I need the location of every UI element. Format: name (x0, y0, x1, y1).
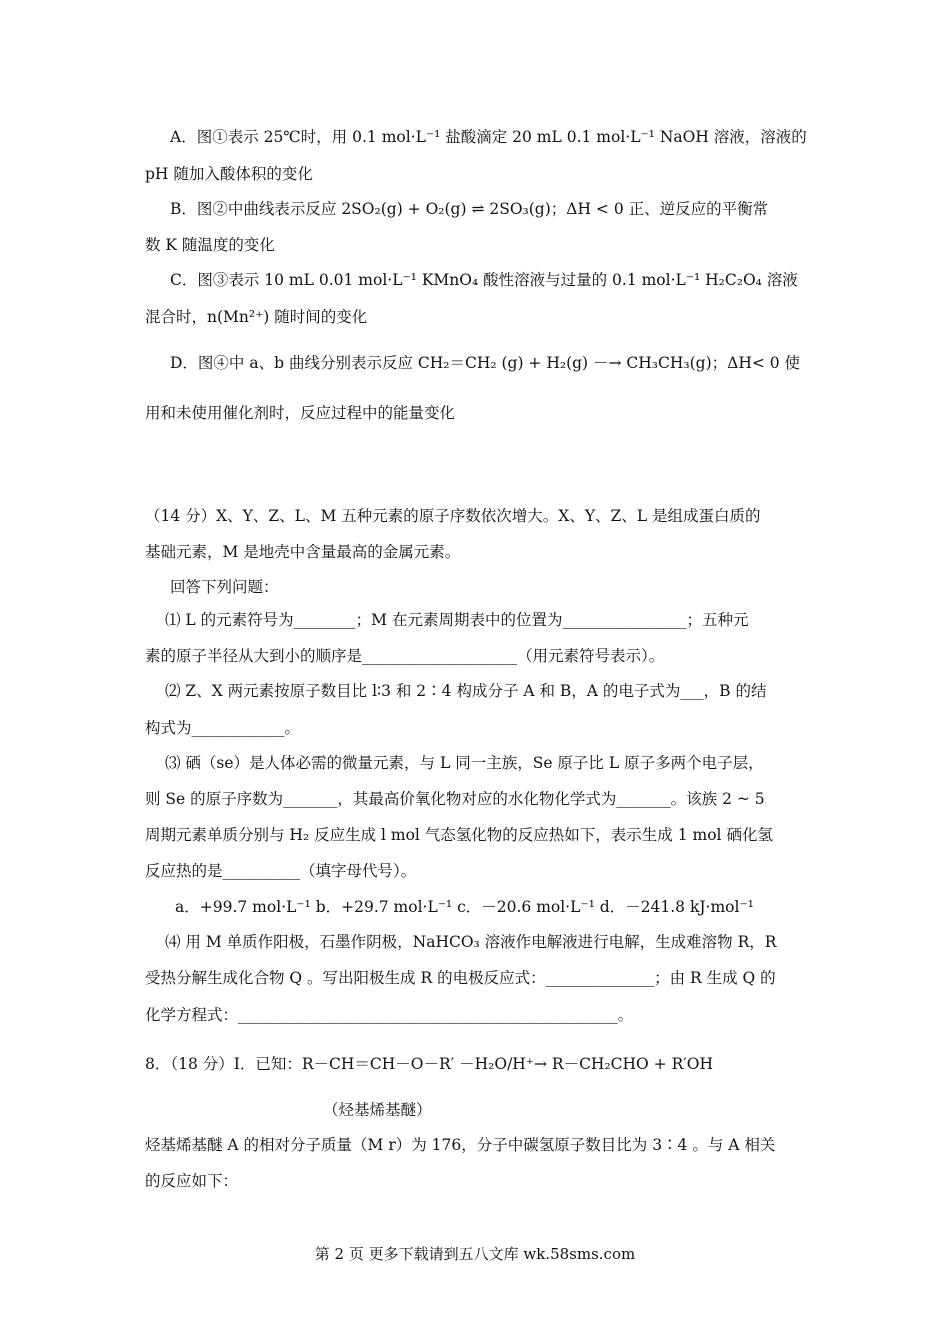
text-line: 数 K 随温度的变化 (145, 236, 275, 254)
text-line: pH 随加入酸体积的变化 (145, 165, 313, 183)
text-line: ⑵ Z、X 两元素按原子数目比 l∶3 和 2∶4 构成分子 A 和 B，A 的电子式为___，B 的结 (165, 682, 767, 700)
text-line: 的反应如下： (145, 1172, 239, 1190)
page-footer: 第 2 页 更多下载请到五八文库 wk.58sms.com (314, 1245, 636, 1263)
text-line: 回答下列问题： (170, 578, 279, 596)
text-line: 构式为____________。 (145, 719, 301, 737)
text-line: 8．（18 分）Ⅰ．已知：R－CH＝CH－O－R′ －H₂O/H⁺→ R－CH₂CHO + R′OH (145, 1055, 714, 1073)
text-line: 素的原子半径从大到小的顺序是____________________（用元素符号表示）。 (145, 647, 665, 665)
text-line: 受热分解生成化合物 Q 。写出阳极生成 R 的电极反应式：______________；由 R 生成 Q 的 (145, 969, 776, 987)
text-line: ⑶ 硒（se）是人体必需的微量元素，与 L 同一主族，Se 原子比 L 原子多两个电子层， (165, 754, 764, 772)
text-line: （烃基烯基醚） (323, 1101, 432, 1119)
text-line: ⑴ L 的元素符号为________；M 在元素周期表中的位置为________________；五种元 (165, 611, 749, 629)
text-line: 用和未使用催化剂时，反应过程中的能量变化 (145, 404, 456, 422)
text-line: 基础元素，M 是地壳中含量最高的金属元素。 (145, 543, 461, 561)
text-line: 则 Se 的原子序数为_______，其最高价氧化物对应的水化物化学式为_______。该族 2 ~ 5 (145, 790, 765, 808)
text-line: 周期元素单质分别与 H₂ 反应生成 l mol 气态氢化物的反应热如下，表示生成 1 mol 硒化氢 (145, 826, 773, 844)
text-line: D．图④中 a、b 曲线分别表示反应 CH₂＝CH₂ (g) + H₂(g) －→ CH₃CH₃(g)；ΔH< 0 使 (170, 354, 801, 372)
text-line: 化学方程式：_________________________________________________。 (145, 1006, 634, 1024)
text-line: ⑷ 用 M 单质作阳极，石墨作阴极，NaHCO₃ 溶液作电解液进行电解，生成难溶物 R，R (165, 933, 777, 951)
text-line: 反应热的是__________（填字母代号）。 (145, 862, 417, 880)
text-line: A．图①表示 25℃时，用 0.1 mol·L⁻¹ 盐酸滴定 20 mL 0.1 mol·L⁻¹ NaOH 溶液，溶液的 (170, 128, 807, 146)
text-line: 混合时，n(Mn²⁺) 随时间的变化 (145, 308, 368, 326)
text-line: B．图②中曲线表示反应 2SO₂(g) + O₂(g) ⇌ 2SO₃(g)；ΔH < 0 正、逆反应的平衡常 (170, 200, 769, 218)
text-line: a．+99.7 mol·L⁻¹ b．+29.7 mol·L⁻¹ c．－20.6 mol·L⁻¹ d．－241.8 kJ·mol⁻¹ (175, 898, 754, 916)
text-line: C．图③表示 10 mL 0.01 mol·L⁻¹ KMnO₄ 酸性溶液与过量的 0.1 mol·L⁻¹ H₂C₂O₄ 溶液 (170, 271, 798, 289)
text-line: 烃基烯基醚 A 的相对分子质量（M r）为 176，分子中碳氢原子数目比为 3∶4 。与 A 相关 (145, 1136, 776, 1154)
text-line: （14 分）X、Y、Z、L、M 五种元素的原子序数依次增大。X、Y、Z、L 是组成蛋白质的 (145, 507, 761, 525)
